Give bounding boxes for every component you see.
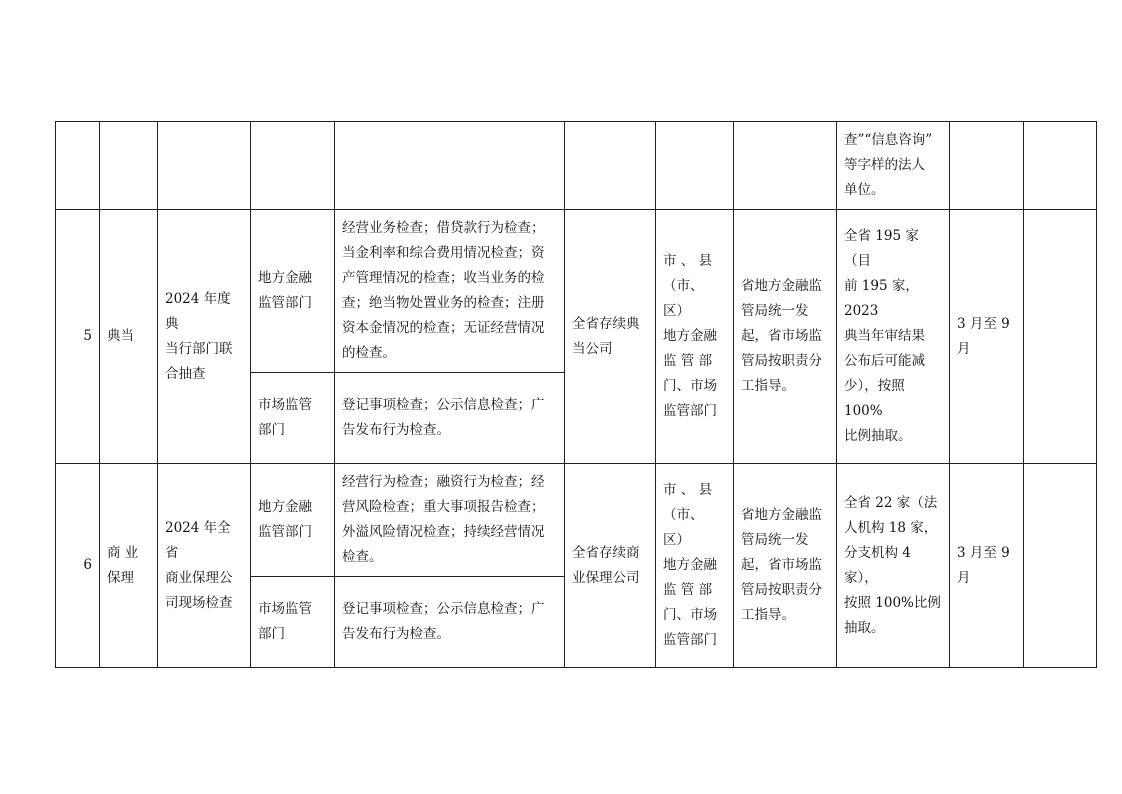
organizer: 省地方金融监 管局统一发 起，省市场监 管局按职责分 工指导。 [734, 210, 837, 464]
cell-empty [335, 122, 565, 210]
sampling-scope: 全省 22 家（法 人机构 18 家， 分支机构 4 家）， 按照 100%比例 抽取。 [837, 464, 950, 668]
department: 市场监管 部门 [251, 577, 335, 668]
sampling-scope: 全省 195 家（目 前 195 家，2023 典当年审结果 公布后可能减 少），按照 100% 比例抽取。 [837, 210, 950, 464]
cell-empty [1024, 122, 1097, 210]
table-row-5 [56, 210, 1097, 373]
organizer: 省地方金融监 管局统一发 起，省市场监 管局按职责分 工指导。 [734, 464, 837, 668]
cell-empty [56, 122, 100, 210]
inspection-plan-table [55, 121, 1097, 668]
cell-empty [950, 122, 1024, 210]
row-number: 6 [56, 464, 100, 668]
time-period: 3 月至 9 月 [950, 210, 1024, 464]
cell-empty [100, 122, 158, 210]
cell-empty [734, 122, 837, 210]
cell-empty [251, 122, 335, 210]
inspection-items: 登记事项检查；公示信息检查；广 告发布行为检查。 [335, 577, 565, 668]
task-name: 2024 年全省 商业保理公 司现场检查 [158, 464, 251, 668]
task-name: 2024 年度典 当行部门联 合抽查 [158, 210, 251, 464]
scope-continuation: 查”“信息咨询” 等字样的法人 单位。 [837, 122, 950, 210]
executing-agency: 市 、 县 （市、区） 地方金融 监 管 部 门、市场 监管部门 [656, 210, 734, 464]
inspection-object: 全省存续典 当公司 [565, 210, 656, 464]
category: 商 业 保理 [100, 464, 158, 668]
department: 地方金融 监管部门 [251, 464, 335, 577]
department: 地方金融 监管部门 [251, 210, 335, 373]
time-period: 3 月至 9 月 [950, 464, 1024, 668]
inspection-object: 全省存续商 业保理公司 [565, 464, 656, 668]
remarks [1024, 464, 1097, 668]
category: 典当 [100, 210, 158, 464]
cell-empty [565, 122, 656, 210]
row-number: 5 [56, 210, 100, 464]
department: 市场监管 部门 [251, 373, 335, 464]
remarks [1024, 210, 1097, 464]
inspection-items: 经营行为检查；融资行为检查；经 营风险检查；重大事项报告检查； 外溢风险情况检查；持续经营情况 检查。 [335, 464, 565, 577]
cell-empty [656, 122, 734, 210]
executing-agency: 市 、 县 （市、区） 地方金融 监 管 部 门、市场 监管部门 [656, 464, 734, 668]
inspection-items: 经营业务检查；借贷款行为检查； 当金利率和综合费用情况检查；资 产管理情况的检查；收当业务的检 查；绝当物处置业务的检查；注册 资本金情况的检查；无证经营情况 的检查。 [335, 210, 565, 373]
continuation-row [56, 122, 1097, 210]
inspection-items: 登记事项检查；公示信息检查；广 告发布行为检查。 [335, 373, 565, 464]
cell-empty [158, 122, 251, 210]
table-row-6 [56, 464, 1097, 577]
